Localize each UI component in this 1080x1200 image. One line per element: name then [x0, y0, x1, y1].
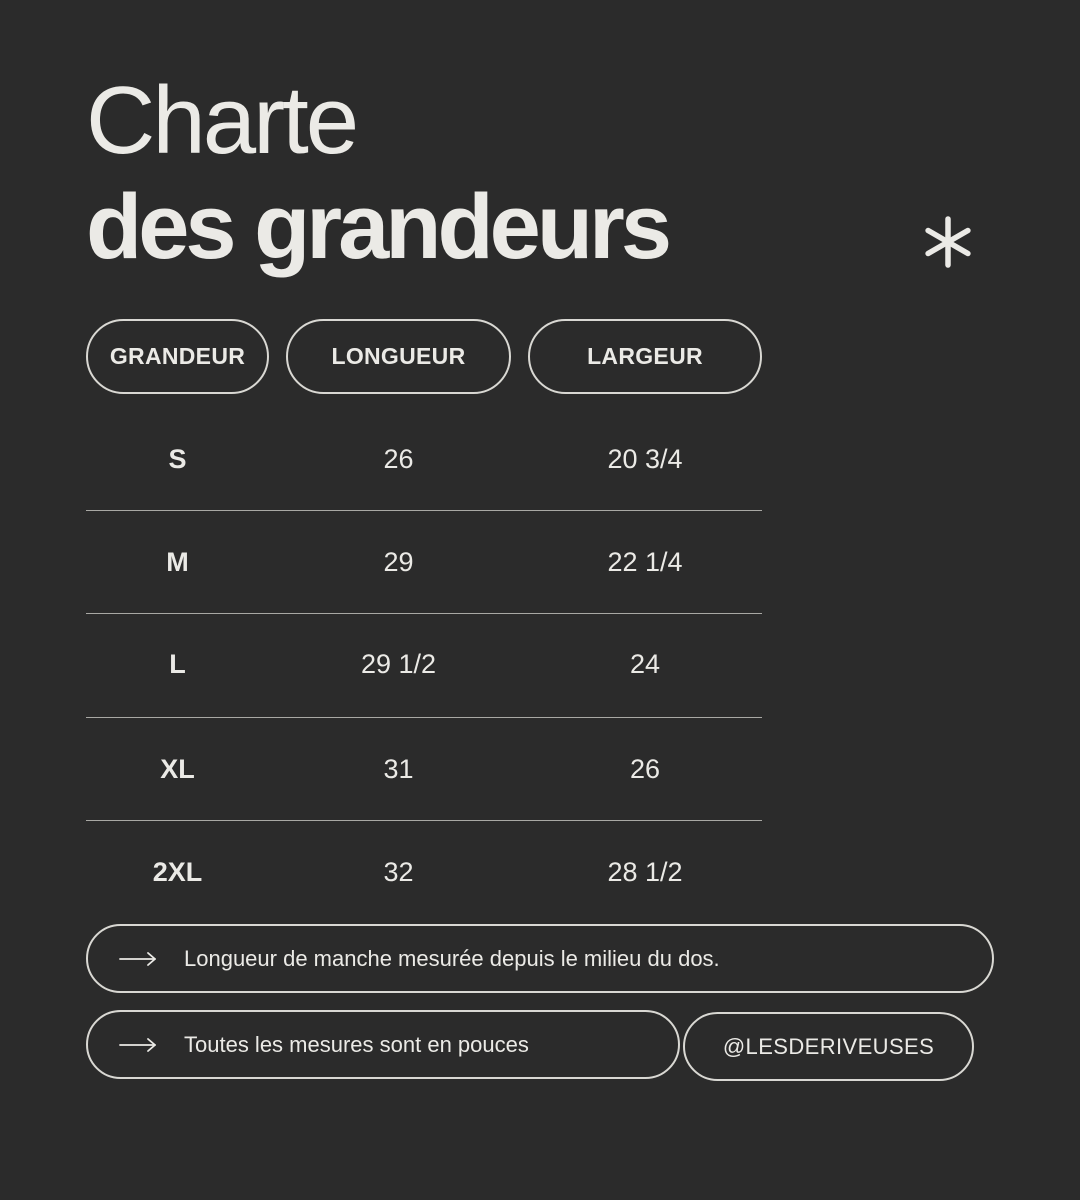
table-row-xl: [86, 718, 762, 821]
table-row-2xl: [86, 821, 762, 924]
width-cell: 26: [629, 754, 661, 784]
size-cell: L: [169, 649, 186, 679]
length-cell: 26: [383, 444, 414, 474]
note-sleeve-length: [86, 924, 994, 993]
asterisk-icon: [920, 214, 976, 270]
arrow-right-icon: [118, 951, 158, 967]
length-cell: 29: [383, 547, 414, 577]
column-header-length: LONGUEUR: [286, 319, 511, 394]
size-cell: 2XL: [152, 857, 203, 887]
width-cell: 20 3/4: [607, 444, 683, 474]
length-cell: 29 1/2: [360, 649, 437, 679]
page-title-line-2: des grandeurs: [86, 176, 668, 278]
arrow-right-icon: [118, 1037, 158, 1053]
width-cell: 22 1/4: [607, 547, 683, 577]
table-row-s: [86, 408, 762, 511]
social-handle: @LESDERIVEUSES: [683, 1012, 974, 1081]
table-row-l: [86, 613, 762, 716]
note-text: Longueur de manche mesurée depuis le milieu du dos.: [184, 945, 720, 971]
column-header-size: GRANDEUR: [86, 319, 269, 394]
width-cell: 28 1/2: [607, 857, 683, 887]
table-row-m: [86, 511, 762, 614]
page-title-line-1: Charte: [86, 67, 357, 174]
size-cell: M: [166, 547, 189, 577]
length-cell: 31: [383, 754, 414, 784]
note-text: Toutes les mesures sont en pouces: [184, 1031, 529, 1057]
length-cell: 32: [383, 857, 414, 887]
note-units: [86, 1010, 680, 1079]
size-cell: XL: [160, 754, 195, 784]
width-cell: 24: [629, 649, 661, 679]
size-cell: S: [168, 444, 187, 474]
column-header-width: LARGEUR: [528, 319, 762, 394]
